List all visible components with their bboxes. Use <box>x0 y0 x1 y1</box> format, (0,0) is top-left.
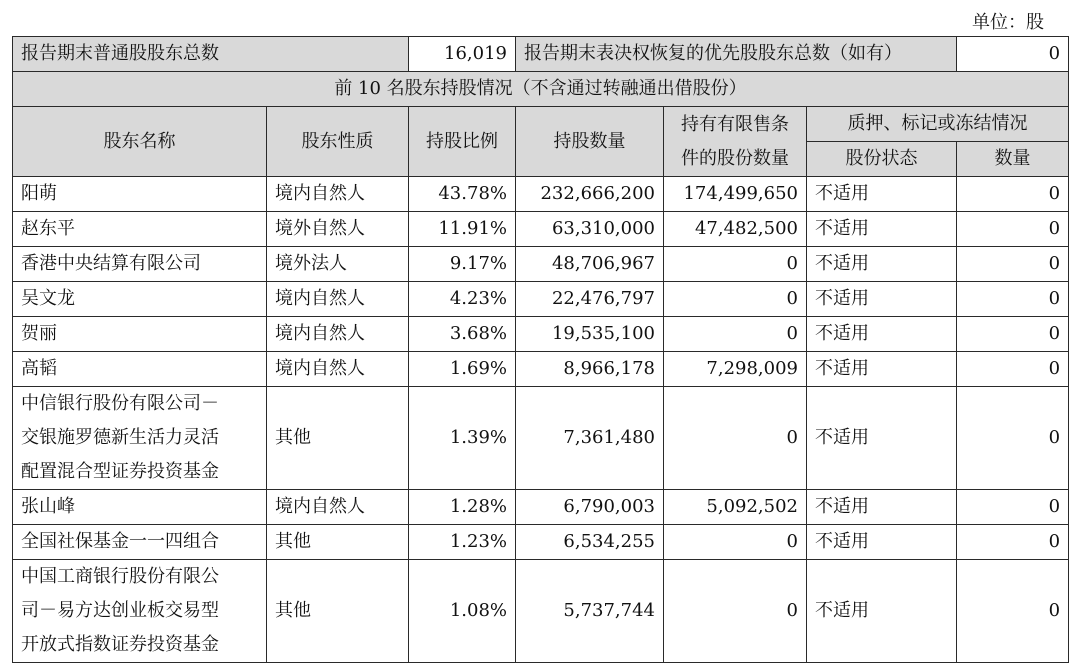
cell-restricted: 0 <box>664 282 807 317</box>
header-shares: 持股数量 <box>516 107 664 177</box>
cell-status: 不适用 <box>807 247 957 282</box>
table-row <box>13 317 1069 352</box>
cell-ratio: 1.08% <box>409 560 516 663</box>
shareholder-name-line: 配置混合型证券投资基金 <box>21 461 219 482</box>
shareholder-name-line: 交银施罗德新生活力灵活 <box>21 427 219 448</box>
cell-shares: 232,666,200 <box>516 177 664 212</box>
cell-nature: 境内自然人 <box>267 352 409 387</box>
header-ratio: 持股比例 <box>409 107 516 177</box>
table-row <box>13 177 1069 212</box>
section-title-row <box>13 72 1069 107</box>
cell-ratio: 43.78% <box>409 177 516 212</box>
cell-ratio: 1.28% <box>409 490 516 525</box>
table-row <box>13 212 1069 247</box>
shareholder-name-line: 吴文龙 <box>21 288 75 309</box>
shareholder-name-line: 高韬 <box>21 358 57 379</box>
shareholder-table <box>12 36 1069 663</box>
cell-shareholder-name <box>13 490 267 525</box>
cell-shareholder-name <box>13 352 267 387</box>
cell-ratio: 1.23% <box>409 525 516 560</box>
cell-nature: 境外法人 <box>267 247 409 282</box>
cell-status: 不适用 <box>807 282 957 317</box>
header-status: 股份状态 <box>807 142 957 177</box>
summary-row <box>13 37 1069 72</box>
cell-status: 不适用 <box>807 560 957 663</box>
cell-shareholder-name <box>13 525 267 560</box>
shareholder-name-line: 赵东平 <box>21 218 75 239</box>
shareholder-name-line: 开放式指数证券投资基金 <box>21 634 219 655</box>
cell-shares: 7,361,480 <box>516 387 664 490</box>
cell-nature: 境外自然人 <box>267 212 409 247</box>
section-title: 前 10 名股东持股情况（不含通过转融通出借股份） <box>13 72 1069 107</box>
table-row <box>13 282 1069 317</box>
cell-restricted: 47,482,500 <box>664 212 807 247</box>
cell-nature: 境内自然人 <box>267 282 409 317</box>
common-holders-label: 报告期末普通股股东总数 <box>13 37 409 72</box>
cell-status: 不适用 <box>807 352 957 387</box>
cell-nature: 境内自然人 <box>267 490 409 525</box>
cell-restricted: 0 <box>664 387 807 490</box>
cell-qty: 0 <box>957 282 1069 317</box>
cell-shareholder-name <box>13 177 267 212</box>
table-row <box>13 560 1069 663</box>
cell-status: 不适用 <box>807 525 957 560</box>
table-row <box>13 387 1069 490</box>
cell-nature: 境内自然人 <box>267 177 409 212</box>
cell-qty: 0 <box>957 317 1069 352</box>
cell-qty: 0 <box>957 177 1069 212</box>
header-restricted-line-2: 件的股份数量 <box>681 147 789 169</box>
cell-ratio: 1.69% <box>409 352 516 387</box>
cell-shares: 19,535,100 <box>516 317 664 352</box>
cell-shareholder-name <box>13 387 267 490</box>
header-qty: 数量 <box>957 142 1069 177</box>
cell-ratio: 4.23% <box>409 282 516 317</box>
cell-restricted: 0 <box>664 525 807 560</box>
cell-shares: 5,737,744 <box>516 560 664 663</box>
cell-shares: 6,534,255 <box>516 525 664 560</box>
shareholder-name-line: 香港中央结算有限公司 <box>21 253 201 274</box>
cell-nature: 其他 <box>267 560 409 663</box>
cell-ratio: 1.39% <box>409 387 516 490</box>
cell-qty: 0 <box>957 352 1069 387</box>
cell-shares: 63,310,000 <box>516 212 664 247</box>
cell-shareholder-name <box>13 247 267 282</box>
cell-ratio: 3.68% <box>409 317 516 352</box>
preferred-holders-value: 0 <box>957 37 1069 72</box>
cell-status: 不适用 <box>807 212 957 247</box>
header-name: 股东名称 <box>13 107 267 177</box>
table-row <box>13 490 1069 525</box>
header-restricted-line-1: 持有有限售条 <box>681 113 789 135</box>
cell-shares: 48,706,967 <box>516 247 664 282</box>
shareholder-name-line: 张山峰 <box>21 496 75 517</box>
cell-shareholder-name <box>13 282 267 317</box>
cell-qty: 0 <box>957 490 1069 525</box>
cell-nature: 境内自然人 <box>267 317 409 352</box>
cell-status: 不适用 <box>807 177 957 212</box>
shareholder-name-line: 中信银行股份有限公司－ <box>21 393 219 414</box>
cell-qty: 0 <box>957 387 1069 490</box>
cell-status: 不适用 <box>807 490 957 525</box>
cell-nature: 其他 <box>267 387 409 490</box>
table-row <box>13 352 1069 387</box>
cell-nature: 其他 <box>267 525 409 560</box>
cell-shareholder-name <box>13 212 267 247</box>
table-row <box>13 247 1069 282</box>
cell-qty: 0 <box>957 560 1069 663</box>
cell-shareholder-name <box>13 560 267 663</box>
unit-label: 单位：股 <box>972 12 1044 33</box>
cell-restricted: 0 <box>664 247 807 282</box>
cell-restricted: 5,092,502 <box>664 490 807 525</box>
cell-qty: 0 <box>957 212 1069 247</box>
shareholder-name-line: 中国工商银行股份有限公 <box>21 566 219 587</box>
cell-status: 不适用 <box>807 317 957 352</box>
table-row <box>13 525 1069 560</box>
shareholder-name-line: 全国社保基金一一四组合 <box>21 531 219 552</box>
cell-shares: 6,790,003 <box>516 490 664 525</box>
cell-status: 不适用 <box>807 387 957 490</box>
cell-ratio: 9.17% <box>409 247 516 282</box>
cell-shares: 8,966,178 <box>516 352 664 387</box>
cell-restricted: 0 <box>664 317 807 352</box>
header-restricted <box>664 107 807 177</box>
header-pledge: 质押、标记或冻结情况 <box>807 107 1069 142</box>
preferred-holders-label: 报告期末表决权恢复的优先股股东总数（如有） <box>516 37 957 72</box>
cell-restricted: 174,499,650 <box>664 177 807 212</box>
cell-shareholder-name <box>13 317 267 352</box>
cell-qty: 0 <box>957 525 1069 560</box>
shareholder-name-line: 贺丽 <box>21 323 57 344</box>
cell-restricted: 7,298,009 <box>664 352 807 387</box>
cell-restricted: 0 <box>664 560 807 663</box>
cell-shares: 22,476,797 <box>516 282 664 317</box>
cell-qty: 0 <box>957 247 1069 282</box>
cell-ratio: 11.91% <box>409 212 516 247</box>
shareholder-name-line: 阳萌 <box>21 183 57 204</box>
shareholder-name-line: 司－易方达创业板交易型 <box>21 600 219 621</box>
common-holders-value: 16,019 <box>409 37 516 72</box>
header-row-1 <box>13 107 1069 142</box>
header-nature: 股东性质 <box>267 107 409 177</box>
